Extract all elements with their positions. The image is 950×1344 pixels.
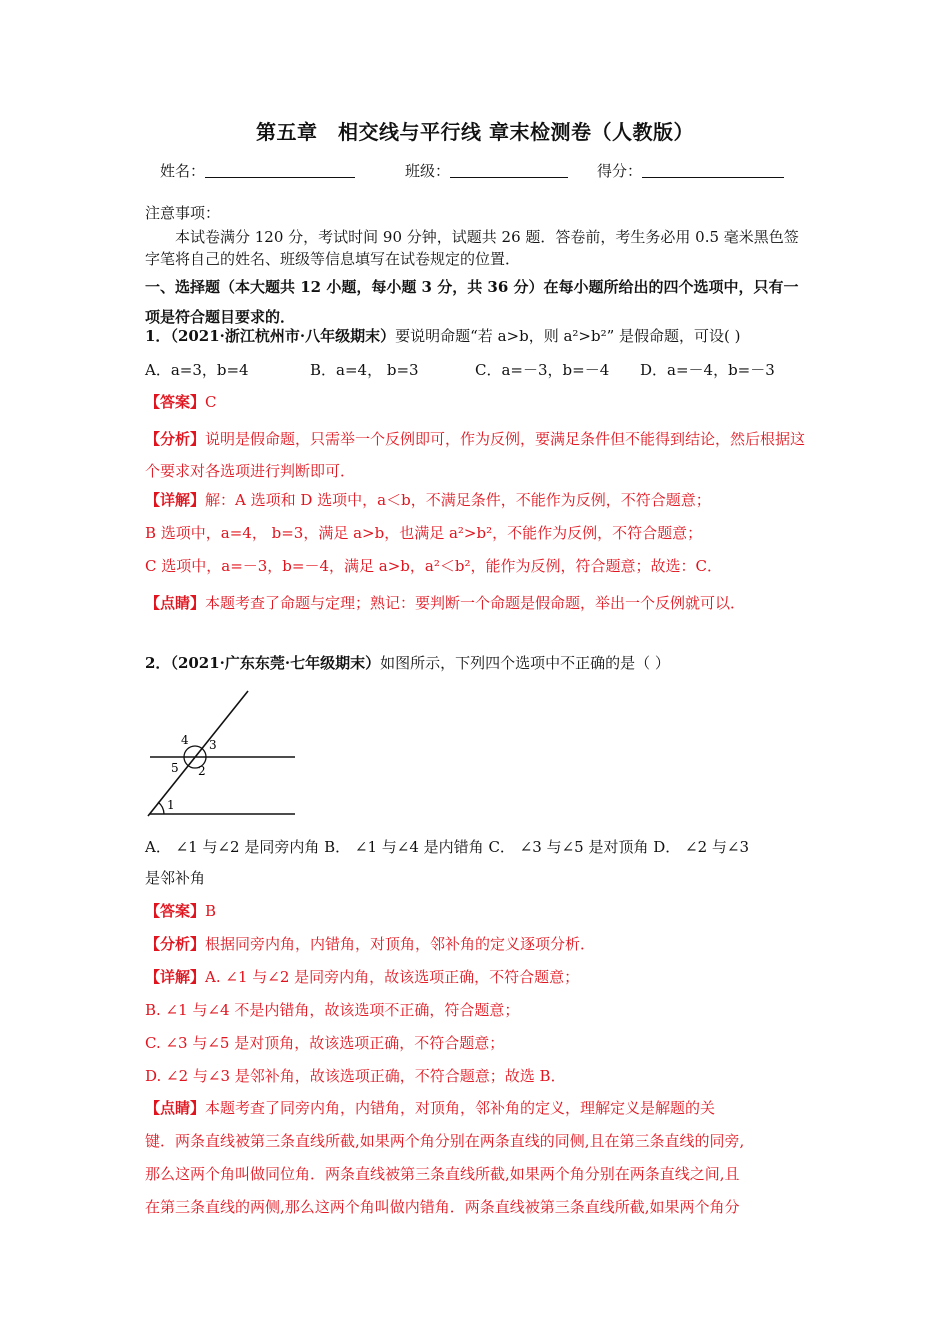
question-2-stem (145, 652, 670, 673)
angle-label-2: 2 (198, 764, 206, 778)
page-title: 第五章 相交线与平行线 章末检测卷（人教版） (256, 120, 694, 144)
comment-text: 本题考查了命题与定理；熟记：要判断一个命题是假命题，举出一个反例就可以． (205, 594, 746, 612)
answer-value: B (205, 902, 217, 920)
comment-line-3: 那么这两个角叫做同位角．两条直线被第三条直线所截,如果两个角分别在两条直线之间,且 (145, 1165, 740, 1183)
answer-tag: 【答案】 (145, 393, 206, 411)
detail-line-2: B 选项中，a=4， b=3，满足 a>b，也满足 a²>b²，不能作为反例，不符合题意； (145, 524, 703, 542)
detail-line-4: D. ∠2 与∠3 是邻补角，故该选项正确，不符合题意；故选 B． (145, 1067, 566, 1085)
notice-body: 本试卷满分 120 分，考试时间 90 分钟，试题共 26 题．答卷前，考生务必用 0.5 毫米黑色签字笔将自己的姓名、班级等信息填写在试卷规定的位置． (145, 228, 799, 268)
analysis-tag: 【分析】 (145, 935, 206, 953)
comment-text: 本题考查了同旁内角，内错角，对顶角，邻补角的定义，理解定义是解题的关 (205, 1099, 716, 1117)
angle-label-3: 3 (209, 738, 217, 752)
analysis-text: 根据同旁内角，内错角，对顶角，邻补角的定义逐项分析． (205, 935, 596, 953)
detail-line-3: C 选项中，a=－3，b=－4，满足 a>b，a²＜b²，能作为反例，符合题意；故选：C． (145, 557, 722, 575)
analysis-text: 说明是假命题，只需举一个反例即可，作为反例，要满足条件但不能得到结论，然后根据这个要求对各选项进行判断即可． (145, 430, 806, 480)
comment-tag: 【点睛】 (145, 1099, 206, 1117)
name-label: 姓名： (160, 162, 206, 180)
score-label: 得分： (597, 162, 643, 180)
transversal-line (148, 691, 248, 816)
question-text: 要说明命题“若 a>b，则 a²>b²” 是假命题，可设( ) (395, 327, 741, 345)
detail-tag: 【详解】 (145, 491, 206, 509)
comment-line-4: 在第三条直线的两侧,那么这两个角叫做内错角．两条直线被第三条直线所截,如果两个角分 (145, 1198, 740, 1216)
analysis-tag: 【分析】 (145, 430, 206, 448)
angle-label-5: 5 (171, 761, 179, 775)
class-label: 班级： (405, 162, 451, 180)
detail-line-1 (145, 966, 579, 987)
option-d: D．a=－4，b=－3 (640, 361, 775, 379)
detail-line-3: C. ∠3 与∠5 是对顶角，故该选项正确，不符合题意； (145, 1034, 505, 1052)
question-2-options-line-1: A． ∠1 与∠2 是同旁内角 B． ∠1 与∠4 是内错角 C． ∠3 与∠5 是对顶角 D． ∠2 与∠3 (145, 838, 750, 856)
class-blank[interactable] (450, 161, 568, 178)
option-b: B．a=4， b=3 (310, 361, 419, 379)
class-field[interactable] (405, 160, 568, 181)
notice-heading: 注意事项： (145, 204, 221, 222)
question-number: 1． (145, 327, 171, 345)
name-blank[interactable] (205, 161, 355, 178)
question-number: 2． (145, 654, 171, 672)
angle-label-4: 4 (181, 733, 189, 747)
question-source: （2021·广东东莞·七年级期末） (170, 654, 381, 672)
option-a: A．a=3，b=4 (145, 361, 249, 379)
answer-line (145, 900, 216, 921)
angle-1-arc (158, 802, 164, 814)
comment-tag: 【点睛】 (145, 594, 206, 612)
detail-text: A. ∠1 与∠2 是同旁内角，故该选项正确，不符合题意； (205, 968, 580, 986)
answer-tag: 【答案】 (145, 902, 206, 920)
score-field[interactable] (597, 160, 784, 181)
question-1-stem (145, 325, 741, 346)
name-field[interactable] (160, 160, 355, 181)
question-text: 如图所示，下列四个选项中不正确的是（ ） (380, 654, 670, 672)
detail-line-2: B. ∠1 与∠4 不是内错角，故该选项不正确，符合题意； (145, 1001, 520, 1019)
analysis-block (145, 423, 810, 487)
comment-line-2: 键．两条直线被第三条直线所截,如果两个角分别在两条直线的同侧,且在第三条直线的同旁, (145, 1132, 745, 1150)
score-blank[interactable] (642, 161, 784, 178)
angle-figure (140, 688, 310, 820)
question-2-options-line-2: 是邻补角 (145, 869, 206, 887)
detail-tag: 【详解】 (145, 968, 206, 986)
detail-text: 解：A 选项和 D 选项中，a＜b，不满足条件，不能作为反例，不符合题意； (205, 491, 711, 509)
option-c: C．a=－3，b=－4 (475, 361, 610, 379)
comment-block (145, 587, 810, 619)
section-heading: 一、选择题（本大题共 12 小题，每小题 3 分，共 36 分）在每小题所给出的四个选项中，只有一项是符合题目要求的． (145, 278, 799, 326)
comment-line-1 (145, 1097, 715, 1118)
question-source: （2021·浙江杭州市·八年级期末） (170, 327, 396, 345)
answer-value: C (205, 393, 217, 411)
angle-label-1: 1 (167, 798, 175, 812)
answer-line (145, 391, 217, 412)
analysis-line (145, 933, 595, 954)
detail-line-1 (145, 489, 711, 510)
